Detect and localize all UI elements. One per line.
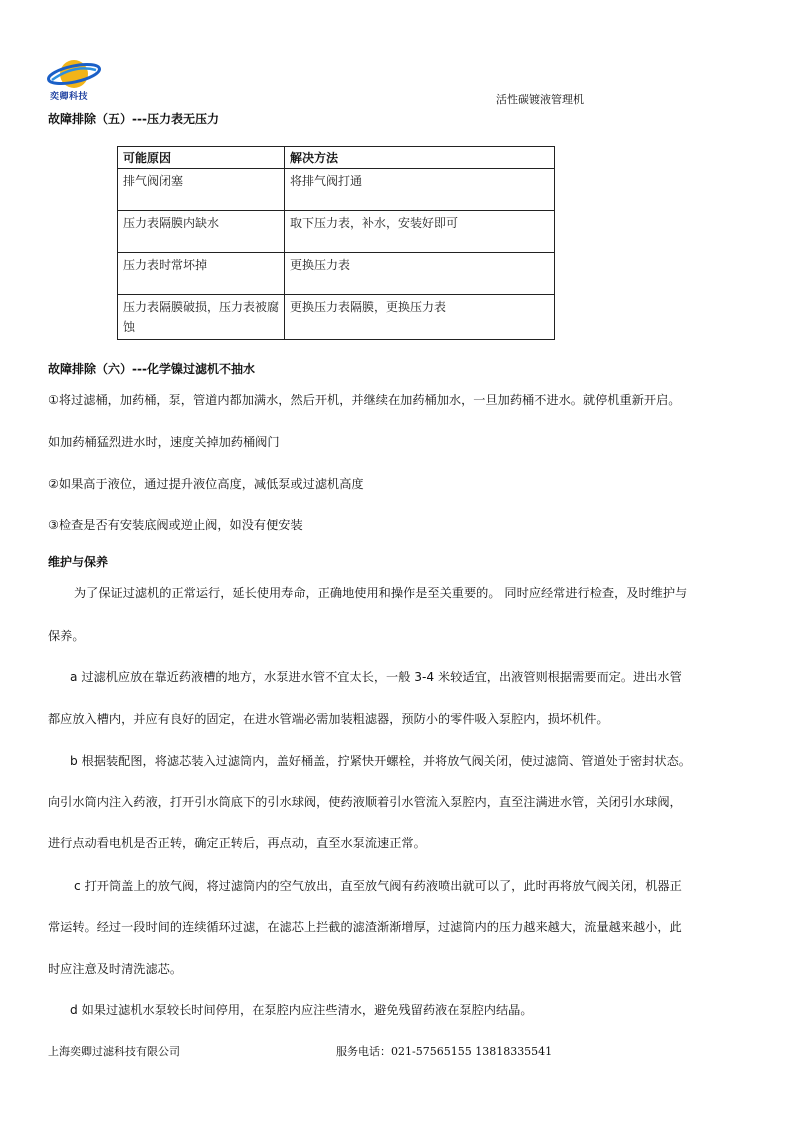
table-row — [118, 253, 555, 295]
maintenance-line: c 打开筒盖上的放气阀，将过滤筒内的空气放出，直至放气阀有药液喷出就可以了，此时再将放气阀关闭，机器正 — [74, 879, 682, 893]
cause-cell: 压力表隔膜内缺水 — [118, 211, 285, 253]
footer-phone: 服务电话：021-57565155 13818335541 — [336, 1045, 553, 1058]
cause-cell: 压力表隔膜破损，压力表被腐蚀 — [118, 295, 285, 340]
maintenance-line: a 过滤机应放在靠近药液槽的地方，水泵进水管不宜太长，一般 3-4 米较适宜，出液管则根据需要而定。进出水管 — [70, 670, 682, 684]
section6-line: ①将过滤桶，加药桶，泵，管道内都加满水，然后开机，并继续在加药桶加水，一旦加药桶不进水。就停机重新开启。 — [48, 393, 681, 407]
maintenance-line: 进行点动看电机是否正转，确定正转后，再点动，直至水泵流速正常。 — [48, 836, 426, 850]
section6-line: ②如果高于液位，通过提升液位高度，减低泵或过滤机高度 — [48, 477, 364, 491]
document-title: 活性碳镀液管理机 — [496, 93, 584, 106]
maintenance-line: 时应注意及时清洗滤芯。 — [48, 962, 183, 976]
table-row — [118, 211, 555, 253]
cause-cell: 压力表时常坏掉 — [118, 253, 285, 295]
maintenance-line: b 根据装配图，将滤芯装入过滤筒内，盖好桶盖，拧紧快开螺栓，并将放气阀关闭，使过滤筒、管道处于密封状态。 — [70, 754, 691, 768]
solution-cell: 更换压力表 — [285, 253, 555, 295]
column-header-cause: 可能原因 — [118, 147, 285, 169]
section5-title: 故障排除（五）---压力表无压力 — [48, 112, 219, 126]
table-row — [118, 169, 555, 211]
solution-cell: 取下压力表，补水，安装好即可 — [285, 211, 555, 253]
footer-company: 上海奕卿过滤科技有限公司 — [48, 1045, 180, 1058]
section6-line: ③检查是否有安装底阀或逆止阀，如没有便安装 — [48, 518, 303, 532]
maintenance-line: 都应放入槽内，并应有良好的固定，在进水管端必需加装粗滤器，预防小的零件吸入泵腔内，损坏机件。 — [48, 712, 609, 726]
table-row — [118, 295, 555, 340]
section6-line: 如加药桶猛烈进水时，速度关掉加药桶阀门 — [48, 435, 280, 449]
logo-text: 奕卿科技 — [50, 92, 89, 102]
solution-cell: 更换压力表隔膜，更换压力表 — [285, 295, 555, 340]
maintenance-line: d 如果过滤机水泵较长时间停用，在泵腔内应注些清水，避免残留药液在泵腔内结晶。 — [70, 1003, 533, 1017]
maintenance-line: 为了保证过滤机的正常运行，延长使用寿命，正确地使用和操作是至关重要的。 同时应经常进行检查，及时维护与 — [74, 586, 688, 600]
table-header-row — [118, 147, 555, 169]
fault-table — [117, 146, 555, 340]
maintenance-line: 向引水筒内注入药液，打开引水筒底下的引水球阀，使药液顺着引水管流入泵腔内，直至注满进水管，关闭引水球阀， — [48, 795, 682, 809]
solution-cell: 将排气阀打通 — [285, 169, 555, 211]
section6-title: 故障排除（六）---化学镍过滤机不抽水 — [48, 362, 255, 376]
cause-cell: 排气阀闭塞 — [118, 169, 285, 211]
maintenance-line: 保养。 — [48, 629, 85, 643]
maintenance-line: 常运转。经过一段时间的连续循环过滤，在滤芯上拦截的滤渣渐渐增厚，过滤筒内的压力越来越大，流量越来越小，此 — [48, 920, 682, 934]
column-header-solution: 解决方法 — [285, 147, 555, 169]
maintenance-title: 维护与保养 — [48, 555, 109, 569]
